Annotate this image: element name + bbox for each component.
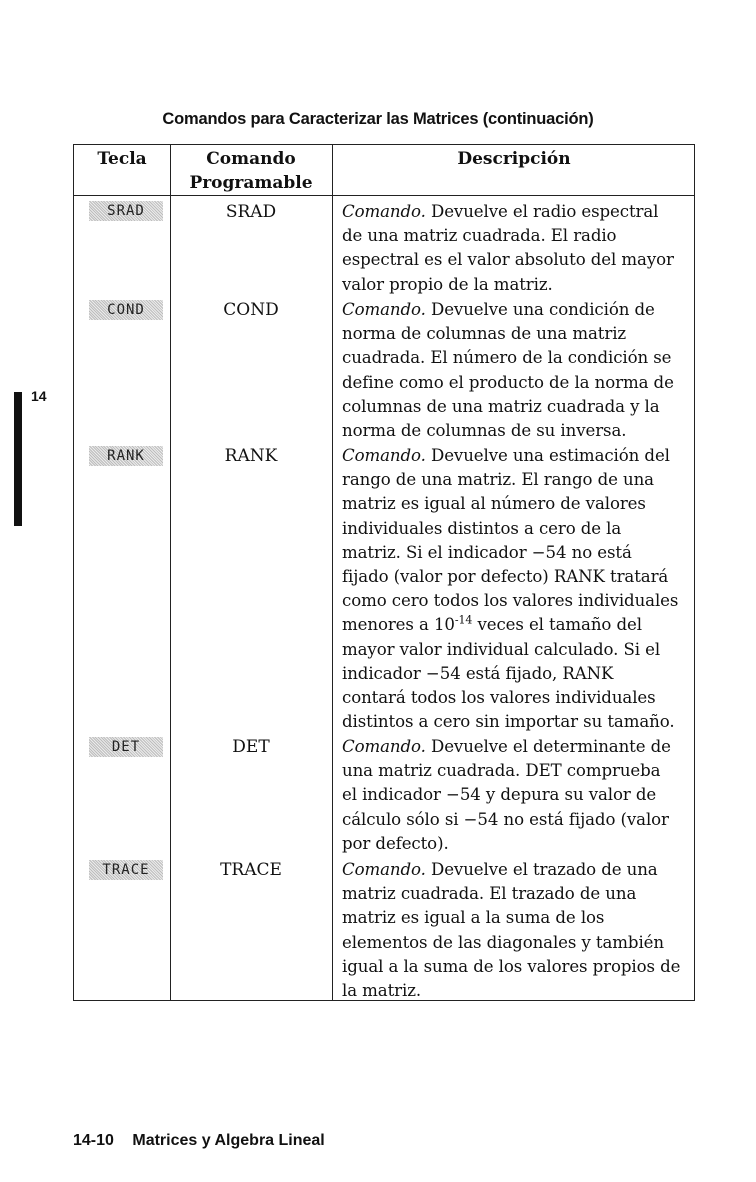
softkey-cond[interactable]: COND <box>89 300 163 320</box>
command-srad: SRAD <box>225 202 277 222</box>
commands-table <box>73 144 695 1001</box>
page-footer <box>73 1132 325 1150</box>
command-det: DET <box>232 737 270 757</box>
header-key: Tecla <box>97 149 147 169</box>
page-number: 14-10 <box>73 1132 114 1149</box>
description-det: Comando. Devuelve el determinante de una matriz cuadrada. DET comprueba el indicador −54 y depura su valor de cálculo sólo si −54 no está fijado (valor por defecto). <box>342 737 671 853</box>
description-rank: Comando. Devuelve una estimación del rango de una matriz. El rango de una matriz es igual al número de valores individuales distintos a cero de la matriz. Si el indicador −54 no está fijado (valor por defecto) RANK tratará como cero todos los valores individuales menores a $10^{-14}$ veces el tamaño del mayor valor individual calculado. Si el indicador −54 está fijado, RANK contará todos los valores individuales distintos a cero sin importar su tamaño. <box>342 446 679 732</box>
softkey-trace[interactable]: TRACE <box>89 860 163 880</box>
softkey-rank[interactable]: RANK <box>89 446 163 466</box>
description-cond: Comando. Devuelve una condición de norma de columnas de una matriz cuadrada. El número de la condición se define como el producto de la norma de columnas de una matriz cuadrada y la norma de columnas de su inversa. <box>342 300 674 441</box>
header-command: Comando Programable <box>189 149 313 193</box>
section-name: Matrices y Algebra Lineal <box>132 1132 325 1149</box>
softkey-srad[interactable]: SRAD <box>89 201 163 221</box>
softkey-det[interactable]: DET <box>89 737 163 757</box>
command-rank: RANK <box>224 446 278 466</box>
command-cond: COND <box>223 300 279 320</box>
description-srad: Comando. Devuelve el radio espectral de una matriz cuadrada. El radio espectral es el valor absoluto del mayor valor propio de la matriz. <box>342 202 674 294</box>
chapter-tab-bar <box>14 392 22 526</box>
chapter-tab-number: 14 <box>31 388 47 404</box>
page-title: Comandos para Caracterizar las Matrices (continuación) <box>162 110 594 128</box>
description-trace: Comando. Devuelve el trazado de una matriz cuadrada. El trazado de una matriz es igual a la suma de los elementos de las diagonales y también igual a la suma de los valores propios de la matriz. <box>342 860 681 1001</box>
column-divider <box>332 145 333 1000</box>
header-description: Descripción <box>457 149 571 169</box>
header-divider <box>74 195 694 196</box>
command-trace: TRACE <box>220 860 282 880</box>
